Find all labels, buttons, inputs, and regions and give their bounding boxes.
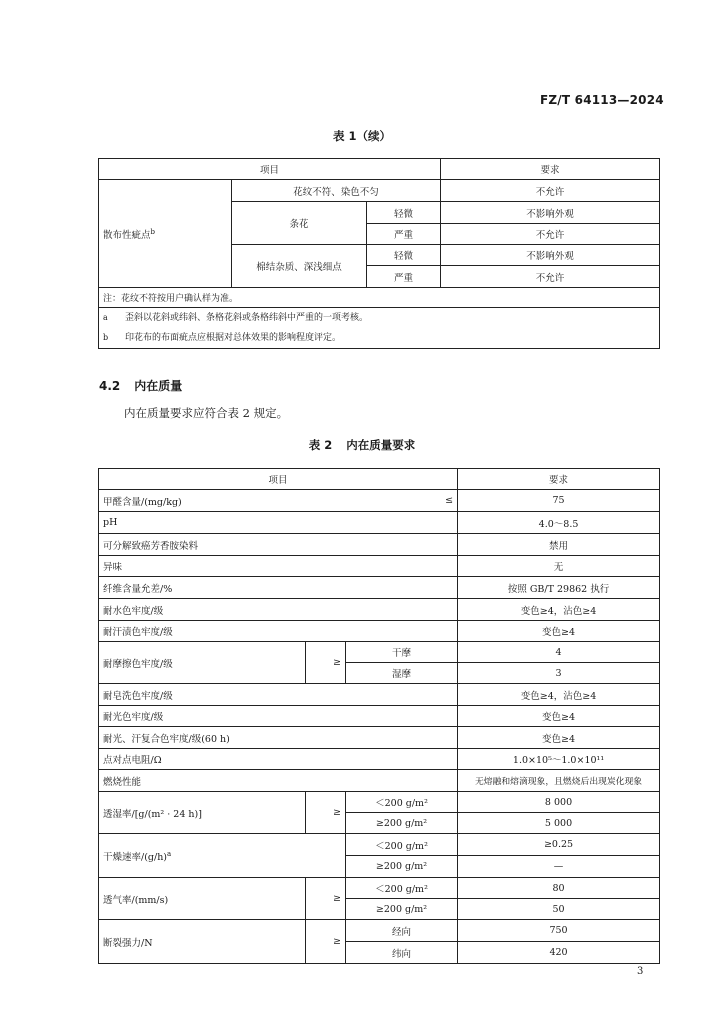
row-odor: 异味 [99,556,458,577]
row-formaldehyde-op: ≤ [346,490,458,512]
air-heavy-cond: ≥200 g/m² [346,899,458,920]
breaking-warp-req: 750 [458,920,660,942]
row-rubbing-op: ≥ [306,642,346,684]
row-resistance: 点对点电阻/Ω [99,749,458,770]
air-heavy-req: 50 [458,899,660,920]
rubbing-dry-req: 4 [458,642,660,663]
table1-streak-severe-req: 不允许 [441,224,660,245]
table2-header-requirement: 要求 [458,469,660,490]
row-light-fastness: 耐光色牢度/级 [99,706,458,727]
row-breaking-strength: 断裂强力/N [99,920,306,964]
drying-heavy-cond: ≥200 g/m² [346,856,458,878]
table1-appearance-continued [98,158,660,349]
drying-heavy-req: — [458,856,660,878]
row-water-fastness-req: 变色≥4，沾色≥4 [458,599,660,621]
table1-streak-minor: 轻微 [367,202,441,224]
row-azo-dyes: 可分解致癌芳香胺染料 [99,534,458,556]
table1-streak-minor-req: 不影响外观 [441,202,660,224]
table1-row-pattern-req: 不允许 [441,180,660,202]
row-breaking-op: ≥ [306,920,346,964]
air-light-req: 80 [458,878,660,899]
row-resistance-req: 1.0×10⁵～1.0×10¹¹ [458,749,660,770]
row-odor-req: 无 [458,556,660,577]
moisture-light-cond: ＜200 g/m² [346,792,458,813]
row-ph-req: 4.0～8.5 [458,512,660,534]
table1-neps-severe: 严重 [367,266,441,288]
row-soap-fastness-req: 变色≥4，沾色≥4 [458,684,660,706]
row-light-fastness-req: 变色≥4 [458,706,660,727]
moisture-heavy-req: 5 000 [458,813,660,834]
breaking-warp-label: 经向 [346,920,458,942]
row-formaldehyde-req: 75 [458,490,660,512]
row-formaldehyde: 甲醛含量/(mg/kg) [99,490,346,512]
row-moisture-op: ≥ [306,792,346,834]
table1-header-requirement: 要求 [441,159,660,180]
rubbing-wet-label: 湿摩 [346,663,458,684]
drying-light-req: ≥0.25 [458,834,660,856]
row-perspiration-fastness-req: 变色≥4 [458,621,660,642]
standard-code: FZ/T 64113—2024 [540,93,664,107]
moisture-heavy-cond: ≥200 g/m² [346,813,458,834]
row-azo-dyes-req: 禁用 [458,534,660,556]
table1-neps-minor-req: 不影响外观 [441,245,660,266]
row-ph: pH [99,512,458,534]
table1-row-neps: 棉结杂质、深浅细点 [232,245,367,288]
page-number: 3 [637,966,644,977]
row-soap-fastness: 耐皂洗色牢度/级 [99,684,458,706]
table2-caption: 表 2 内在质量要求 [308,438,416,452]
air-light-cond: ＜200 g/m² [346,878,458,899]
row-light-perspiration-req: 变色≥4 [458,727,660,749]
row-moisture-permeability: 透湿率/[g/(m² · 24 h)] [99,792,306,834]
moisture-light-req: 8 000 [458,792,660,813]
table1-footnotes: a 歪斜以花斜或纬斜、条格花斜或条格纬斜中严重的一项考核。 b 印花布的布面疵点应根据对总体效果的影响程度评定。 [99,308,660,349]
row-air-permeability: 透气率/(mm/s) [99,878,306,920]
drying-light-cond: ＜200 g/m² [346,834,458,856]
breaking-weft-label: 纬向 [346,942,458,964]
rubbing-dry-label: 干摩 [346,642,458,663]
table1-group-label: 散布性疵点$^b$ [99,180,232,288]
row-fiber-content: 纤维含量允差/% [99,577,458,599]
section-heading: 4.2 内在质量 [99,379,183,393]
row-flammability-req: 无熔融和熔滴现象，且燃烧后出现炭化现象 [458,770,660,792]
row-light-perspiration: 耐光、汗复合色牢度/级(60 h) [99,727,458,749]
table2-header-item: 项目 [99,469,458,490]
table1-streak-severe: 严重 [367,224,441,245]
section-text: 内在质量要求应符合表 2 规定。 [124,406,289,420]
row-flammability: 燃烧性能 [99,770,458,792]
row-rubbing-fastness: 耐摩擦色牢度/级 [99,642,306,684]
table1-note: 注：花纹不符按用户确认样为准。 [99,288,660,308]
table1-caption: 表 1（续） [332,129,391,143]
rubbing-wet-req: 3 [458,663,660,684]
row-fiber-content-req: 按照 GB/T 29862 执行 [458,577,660,599]
row-water-fastness: 耐水色牢度/级 [99,599,458,621]
table1-row-pattern: 花纹不符、染色不匀 [232,180,441,202]
table1-neps-severe-req: 不允许 [441,266,660,288]
table1-header-item: 项目 [99,159,441,180]
row-drying-rate: 干燥速率$/(g/h)^a$ [99,834,346,878]
breaking-weft-req: 420 [458,942,660,964]
row-perspiration-fastness: 耐汗渍色牢度/级 [99,621,458,642]
table1-row-streak: 条花 [232,202,367,245]
table2-intrinsic-quality [98,468,660,964]
row-air-op: ≥ [306,878,346,920]
table1-neps-minor: 轻微 [367,245,441,266]
